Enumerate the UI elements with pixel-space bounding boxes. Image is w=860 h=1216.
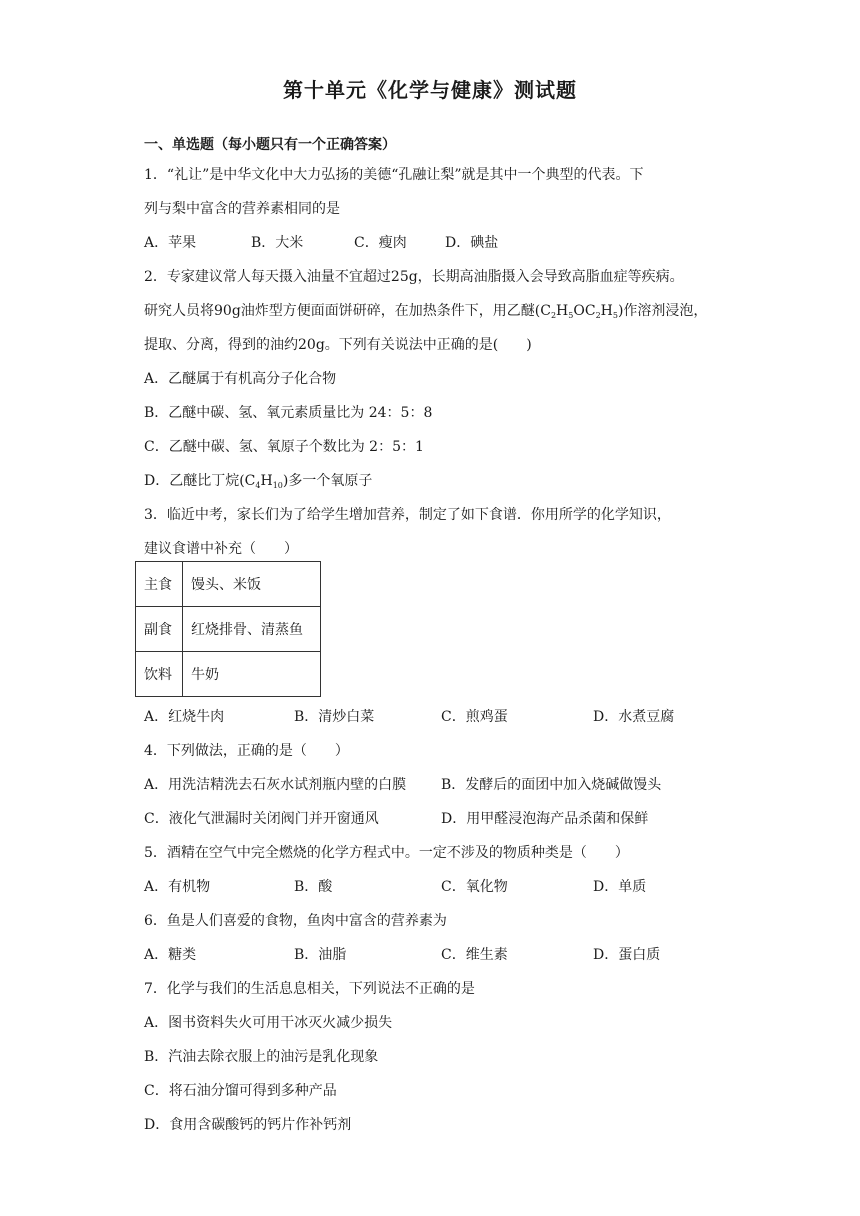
question-2-option-d[interactable]: D．乙醚比丁烷$(C_4H_{10})$多一个氧原子 <box>144 473 373 490</box>
question-6-option-a[interactable]: A．糖类 <box>144 947 197 963</box>
question-2-option-c[interactable]: C．乙醚中碳、氢、氧原子个数比为 2：5：1 <box>144 439 424 455</box>
question-6-option-b[interactable]: B．油脂 <box>294 947 347 963</box>
question-3-option-a[interactable]: A．红烧牛肉 <box>144 709 225 725</box>
question-7-option-c[interactable]: C．将石油分馏可得到多种产品 <box>144 1083 337 1099</box>
question-3-line-2: 建议食谱中补充（ ） <box>144 541 298 557</box>
question-2-line-1: 2．专家建议常人每天摄入油量不宜超过25g，长期高油脂摄入会导致高脂血症等疾病。 <box>144 269 684 285</box>
question-2-option-a[interactable]: A．乙醚属于有机高分子化合物 <box>144 371 337 387</box>
question-6-option-c[interactable]: C．维生素 <box>441 947 508 963</box>
question-7-option-b[interactable]: B．汽油去除衣服上的油污是乳化现象 <box>144 1049 379 1065</box>
question-1-option-b[interactable]: B．大米 <box>251 235 304 251</box>
question-3-option-c[interactable]: C．煎鸡蛋 <box>441 709 508 725</box>
table-cell-category: 主食 <box>136 562 183 607</box>
question-5-option-d[interactable]: D．单质 <box>593 879 647 895</box>
question-5-line-1: 5．酒精在空气中完全燃烧的化学方程式中。一定不涉及的物质种类是（ ） <box>144 845 629 861</box>
page-title: 第十单元《化学与健康》测试题 <box>283 78 577 102</box>
table-cell-items: 牛奶 <box>183 652 321 697</box>
question-4-option-c[interactable]: C．液化气泄漏时关闭阀门并开窗通风 <box>144 811 379 827</box>
menu-table <box>135 561 321 697</box>
section-heading: 一、单选题（每小题只有一个正确答案） <box>144 137 396 153</box>
question-2-line-2: 研究人员将90g油炸型方便面面饼研碎，在加热条件下，用乙醚$(C_2H_5OC_2H_5)$作溶剂浸泡， <box>144 303 708 320</box>
question-1-option-a[interactable]: A．苹果 <box>144 235 197 251</box>
question-1-option-d[interactable]: D．碘盐 <box>445 235 499 251</box>
question-3-options <box>144 706 744 726</box>
question-2-option-b[interactable]: B．乙醚中碳、氢、氧元素质量比为 24：5：8 <box>144 405 433 421</box>
question-3-option-d[interactable]: D．水煮豆腐 <box>593 709 675 725</box>
question-7-option-d[interactable]: D．食用含碳酸钙的钙片作补钙剂 <box>144 1117 352 1133</box>
table-cell-category: 饮料 <box>136 652 183 697</box>
question-2-line-3: 提取、分离，得到的油约20g。下列有关说法中正确的是( ) <box>144 337 532 353</box>
question-4-options-row-1 <box>144 774 744 794</box>
question-7-option-a[interactable]: A．图书资料失火可用干冰灭火减少损失 <box>144 1015 393 1031</box>
question-6-option-d[interactable]: D．蛋白质 <box>593 947 661 963</box>
question-4-option-a[interactable]: A．用洗洁精洗去石灰水试剂瓶内壁的白膜 <box>144 777 407 793</box>
question-5-option-a[interactable]: A．有机物 <box>144 879 211 895</box>
question-3-option-b[interactable]: B．清炒白菜 <box>294 709 375 725</box>
question-6-line-1: 6．鱼是人们喜爱的食物，鱼肉中富含的营养素为 <box>144 913 447 929</box>
question-1-option-c[interactable]: C．瘦肉 <box>354 235 407 251</box>
question-1-line-1: 1．“礼让”是中华文化中大力弘扬的美德“孔融让梨”就是其中一个典型的代表。下 <box>144 167 644 183</box>
question-4-options-row-2 <box>144 808 744 828</box>
question-1-options <box>144 232 744 252</box>
question-3-line-1: 3．临近中考，家长们为了给学生增加营养，制定了如下食谱．你用所学的化学知识， <box>144 507 671 523</box>
table-row <box>136 562 321 607</box>
question-5-options <box>144 876 744 896</box>
table-row <box>136 652 321 697</box>
table-cell-category: 副食 <box>136 607 183 652</box>
question-6-options <box>144 944 744 964</box>
question-4-option-d[interactable]: D．用甲醛浸泡海产品杀菌和保鲜 <box>441 811 649 827</box>
table-cell-items: 红烧排骨、清蒸鱼 <box>183 607 321 652</box>
question-4-option-b[interactable]: B．发酵后的面团中加入烧碱做馒头 <box>441 777 662 793</box>
question-7-line-1: 7．化学与我们的生活息息相关，下列说法不正确的是 <box>144 981 475 997</box>
question-4-line-1: 4．下列做法，正确的是（ ） <box>144 743 349 759</box>
table-row <box>136 607 321 652</box>
question-1-line-2: 列与梨中富含的营养素相同的是 <box>144 201 340 217</box>
table-cell-items: 馒头、米饭 <box>183 562 321 607</box>
question-5-option-b[interactable]: B．酸 <box>294 879 333 895</box>
question-5-option-c[interactable]: C．氧化物 <box>441 879 508 895</box>
